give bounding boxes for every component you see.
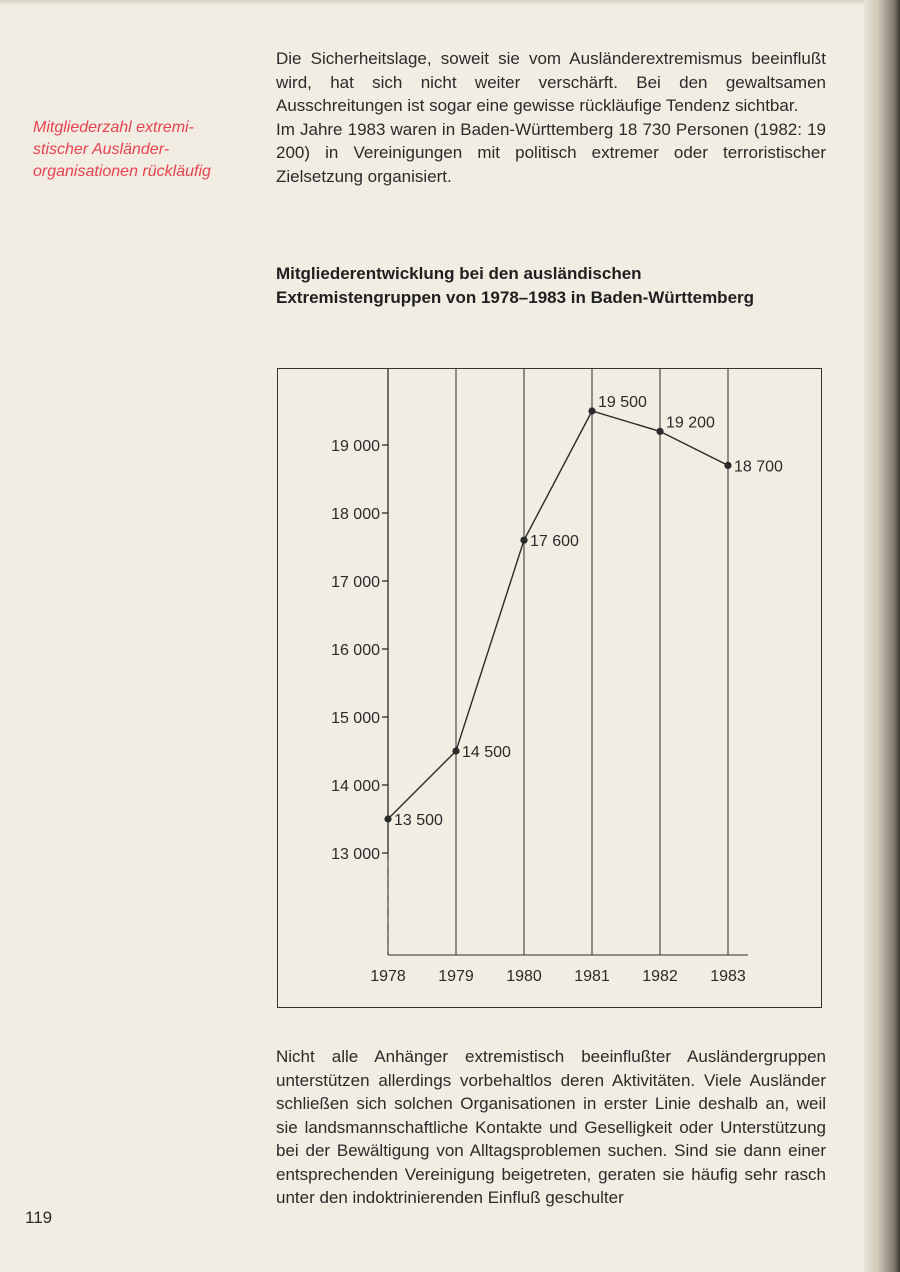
- paragraph-security-situation: [276, 47, 826, 188]
- chart-frame: [277, 368, 822, 1008]
- data-point: [724, 462, 731, 469]
- x-tick-label: 1983: [710, 968, 746, 985]
- x-tick-label: 1982: [642, 968, 678, 985]
- data-label: 19 500: [598, 394, 647, 411]
- y-tick-label: 13 000: [331, 846, 380, 863]
- membership-line-chart: [278, 369, 823, 1009]
- data-label: 14 500: [462, 744, 511, 761]
- y-tick-label: 15 000: [331, 710, 380, 727]
- data-point: [588, 407, 595, 414]
- y-tick-label: 17 000: [331, 574, 380, 591]
- margin-note: Mitgliederzahl extremi- stischer Ausländer- organisationen rückläufig: [33, 119, 211, 180]
- x-tick-label: 1981: [574, 968, 610, 985]
- paragraph-supporters: [276, 1045, 826, 1210]
- page-number: 119: [25, 1208, 53, 1227]
- data-point: [452, 747, 459, 754]
- paragraph-text: Nicht alle Anhänger extremistisch beeinflußter Ausländergruppen unterstützen allerdings vorbehaltlos deren Aktivitäten. Viele Ausländer schließen sich solchen Organisationen in erster Linie deshalb an, weil sie landsmannschaftliche Kontakte und Geselligkeit oder Unterstützung bei der Bewältigung von Alltagsproblemen suchen. Sind sie dann einer entsprechenden Vereinigung beigetreten, geraten sie häufig sehr rasch unter den indoktrinierenden Einfluß geschulter: [276, 1047, 826, 1207]
- data-label: 17 600: [530, 533, 579, 551]
- chart-title: [276, 262, 836, 310]
- data-point: [520, 537, 527, 544]
- page-top-edge: [0, 0, 864, 6]
- y-tick-label: 16 000: [331, 642, 380, 659]
- chart-title-line-2: Extremistengruppen von 1978–1983 in Baden-Württemberg: [276, 288, 755, 307]
- y-tick-label: 14 000: [331, 778, 380, 795]
- data-label: 19 200: [666, 414, 715, 432]
- y-tick-label: 19 000: [331, 438, 380, 455]
- x-tick-label: 1978: [370, 968, 406, 985]
- data-label: 13 500: [394, 812, 443, 829]
- paragraph-line: Im Jahre 1983 waren in Baden-Württemberg 18 730 Personen (1982: 19 200) in Vereinigungen mit politisch extremer oder terroristischer Zielsetzung organisiert.: [276, 119, 826, 186]
- y-tick-label: 18 000: [331, 506, 380, 523]
- data-label: 18 700: [734, 458, 783, 476]
- chart-title-line-1: Mitgliederentwicklung bei den ausländischen: [276, 264, 642, 283]
- data-point: [384, 815, 391, 822]
- x-tick-label: 1979: [438, 968, 474, 985]
- paragraph-line: Die Sicherheitslage, soweit sie vom Ausländerextremismus beeinflußt wird, hat sich nicht weiter verschärft. Bei den gewaltsamen Ausschreitungen ist sogar eine gewisse rückläufige Tendenz sichtbar.: [276, 49, 826, 115]
- book-spine-shadow: [864, 0, 900, 1272]
- data-point: [656, 428, 663, 435]
- series-line: [388, 411, 728, 819]
- x-tick-label: 1980: [506, 968, 542, 985]
